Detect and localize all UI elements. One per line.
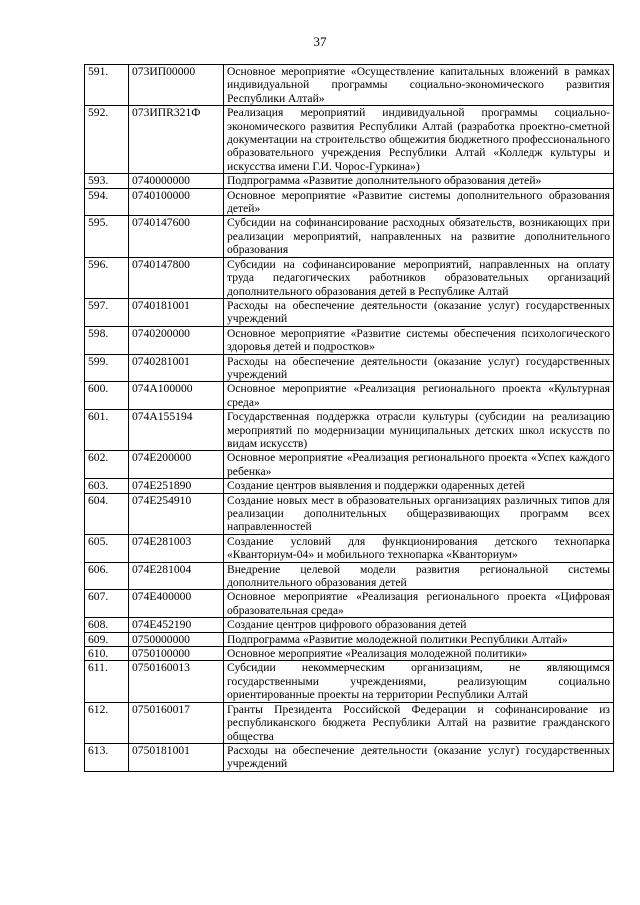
row-number-cell: 596. [85, 257, 129, 298]
row-number-cell: 597. [85, 298, 129, 326]
name-cell: Создание условий для функционирования детского технопарка «Кванториум-04» и мобильного технопарка «Кванториум» [224, 534, 614, 562]
row-number-cell: 595. [85, 216, 129, 257]
name-cell: Расходы на обеспечение деятельности (оказание услуг) государственных учреждений [224, 743, 614, 771]
name-cell: Основное мероприятие «Развитие системы дополнительного образования детей» [224, 188, 614, 216]
row-number-cell: 606. [85, 562, 129, 590]
code-cell: 0740100000 [129, 188, 224, 216]
table-body [85, 65, 614, 772]
name-cell: Подпрограмма «Развитие дополнительного образования детей» [224, 174, 614, 188]
row-number-cell: 598. [85, 326, 129, 354]
row-number-cell: 610. [85, 647, 129, 661]
table-row [85, 479, 614, 493]
name-cell: Расходы на обеспечение деятельности (оказание услуг) государственных учреждений [224, 354, 614, 382]
name-cell: Подпрограмма «Развитие молодежной политики Республики Алтай» [224, 632, 614, 646]
table-row [85, 534, 614, 562]
code-cell: 074Е200000 [129, 451, 224, 479]
code-cell: 0740200000 [129, 326, 224, 354]
row-number-cell: 594. [85, 188, 129, 216]
name-cell: Внедрение целевой модели развития региональной системы дополнительного образования детей [224, 562, 614, 590]
name-cell: Субсидии некоммерческим организациям, не являющимся государственными учреждениями, реализующим социально ориентированные проекты на территории Республики Алтай [224, 661, 614, 702]
code-cell: 074А100000 [129, 382, 224, 410]
budget-codes-table [84, 64, 614, 772]
row-number-cell: 612. [85, 702, 129, 743]
code-cell: 0740147800 [129, 257, 224, 298]
table-row [85, 661, 614, 702]
name-cell: Основное мероприятие «Реализация регионального проекта «Успех каждого ребенка» [224, 451, 614, 479]
code-cell: 074Е281003 [129, 534, 224, 562]
code-cell: 074Е452190 [129, 618, 224, 632]
table-row [85, 65, 614, 106]
row-number-cell: 613. [85, 743, 129, 771]
table-row [85, 298, 614, 326]
table-row [85, 106, 614, 174]
row-number-cell: 601. [85, 410, 129, 451]
row-number-cell: 599. [85, 354, 129, 382]
row-number-cell: 607. [85, 590, 129, 618]
name-cell: Основное мероприятие «Реализация регионального проекта «Культурная среда» [224, 382, 614, 410]
page-number: 37 [313, 34, 327, 49]
name-cell: Создание центров выявления и поддержки одаренных детей [224, 479, 614, 493]
row-number-cell: 602. [85, 451, 129, 479]
name-cell: Основное мероприятие «Развитие системы обеспечения психологического здоровья детей и подростков» [224, 326, 614, 354]
name-cell: Основное мероприятие «Реализация молодежной политики» [224, 647, 614, 661]
code-cell: 0740147600 [129, 216, 224, 257]
table-row [85, 326, 614, 354]
code-cell: 0740000000 [129, 174, 224, 188]
table-row [85, 451, 614, 479]
table-row [85, 216, 614, 257]
row-number-cell: 591. [85, 65, 129, 106]
table-row [85, 647, 614, 661]
table-row [85, 590, 614, 618]
row-number-cell: 604. [85, 493, 129, 534]
table-row [85, 354, 614, 382]
code-cell: 0750160013 [129, 661, 224, 702]
row-number-cell: 609. [85, 632, 129, 646]
code-cell: 0750160017 [129, 702, 224, 743]
table-row [85, 410, 614, 451]
table-row [85, 618, 614, 632]
code-cell: 074Е251890 [129, 479, 224, 493]
row-number-cell: 611. [85, 661, 129, 702]
row-number-cell: 605. [85, 534, 129, 562]
name-cell: Создание новых мест в образовательных организациях различных типов для реализации дополнительных общеразвивающих программ всех направленностей [224, 493, 614, 534]
table-row [85, 257, 614, 298]
name-cell: Субсидии на софинансирование мероприятий, направленных на оплату труда педагогических работников образовательных организаций дополнительного образования детей в Республике Алтай [224, 257, 614, 298]
row-number-cell: 608. [85, 618, 129, 632]
code-cell: 0750100000 [129, 647, 224, 661]
code-cell: 074А155194 [129, 410, 224, 451]
code-cell: 0740181001 [129, 298, 224, 326]
table-row [85, 188, 614, 216]
row-number-cell: 593. [85, 174, 129, 188]
code-cell: 074Е281004 [129, 562, 224, 590]
row-number-cell: 600. [85, 382, 129, 410]
code-cell: 0750000000 [129, 632, 224, 646]
code-cell: 0740281001 [129, 354, 224, 382]
table-row [85, 743, 614, 771]
code-cell: 073ИПR321Ф [129, 106, 224, 174]
table-row [85, 174, 614, 188]
code-cell: 073ИП00000 [129, 65, 224, 106]
code-cell: 0750181001 [129, 743, 224, 771]
name-cell: Основное мероприятие «Реализация регионального проекта «Цифровая образовательная среда» [224, 590, 614, 618]
name-cell: Основное мероприятие «Осуществление капитальных вложений в рамках индивидуальной программы социально-экономического развития Республики Алтай» [224, 65, 614, 106]
name-cell: Расходы на обеспечение деятельности (оказание услуг) государственных учреждений [224, 298, 614, 326]
table-row [85, 382, 614, 410]
table-row [85, 493, 614, 534]
name-cell: Реализация мероприятий индивидуальной программы социально-экономического развития Республики Алтай (разработка проектно-сметной документации на строительство общежития бюджетного профессионального образовательного учреждения Республики Алтай «Колледж культуры и искусства имени Г.И. Чорос-Гуркина») [224, 106, 614, 174]
name-cell: Гранты Президента Российской Федерации и софинансирование из республиканского бюджета Республики Алтай на развитие гражданского общества [224, 702, 614, 743]
name-cell: Создание центров цифрового образования детей [224, 618, 614, 632]
table-row [85, 702, 614, 743]
table-row [85, 562, 614, 590]
table-row [85, 632, 614, 646]
row-number-cell: 603. [85, 479, 129, 493]
code-cell: 074Е254910 [129, 493, 224, 534]
code-cell: 074Е400000 [129, 590, 224, 618]
row-number-cell: 592. [85, 106, 129, 174]
name-cell: Субсидии на софинансирование расходных обязательств, возникающих при реализации мероприятий, направленных на развитие дополнительного образования [224, 216, 614, 257]
name-cell: Государственная поддержка отрасли культуры (субсидии на реализацию мероприятий по модернизации муниципальных детских школ искусств по видам искусств) [224, 410, 614, 451]
